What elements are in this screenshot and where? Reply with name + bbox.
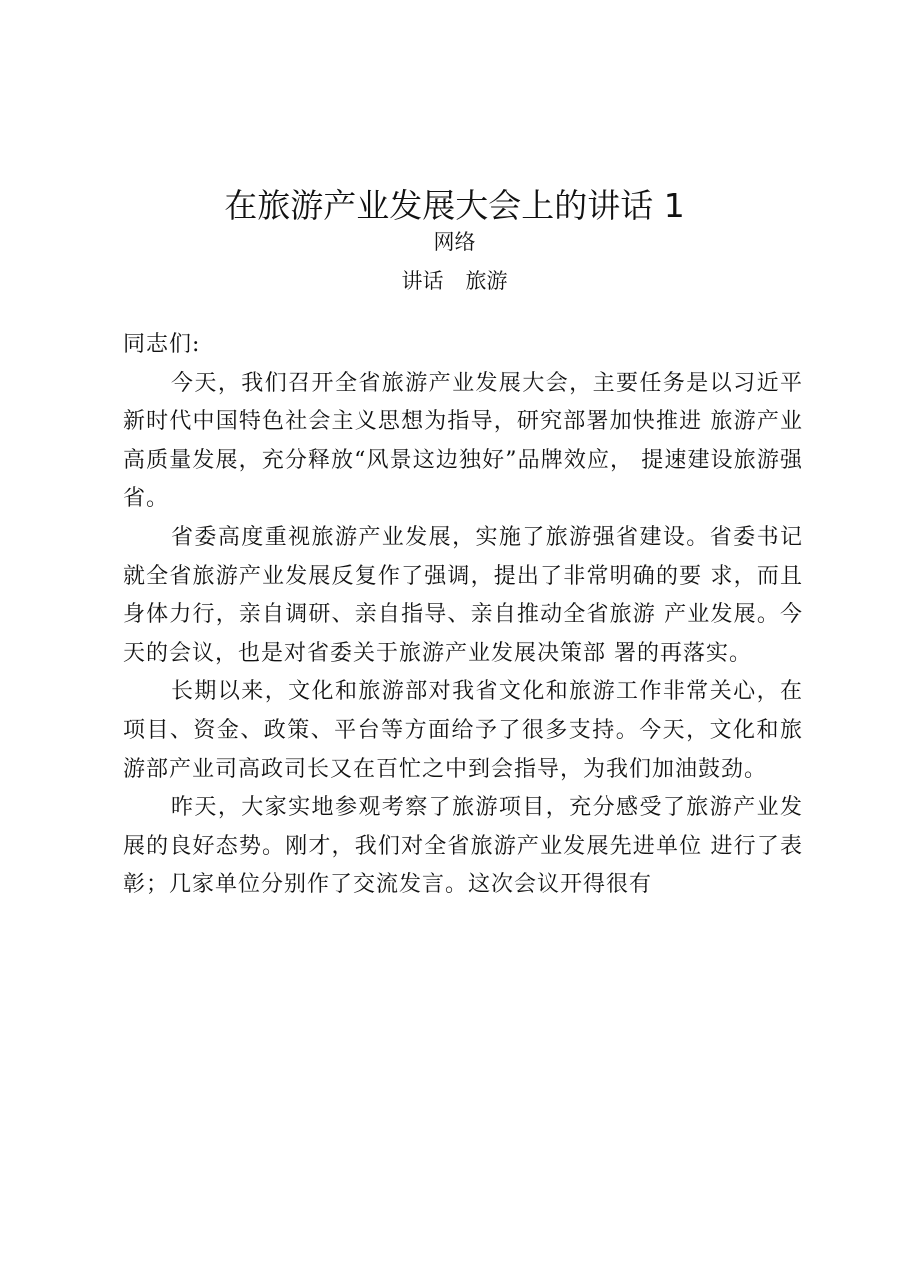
keyword: 讲话	[401, 269, 444, 293]
paragraph: 今天，我们召开全省旅游产业发展大会，主要任务是以习近平新时代中国特色社会主义思想为指导，研究部署加快推进 旅游产业高质量发展，充分释放“风景这边独好”品牌效应， 提速建设旅游强省。	[123, 370, 803, 512]
document-body	[123, 326, 803, 905]
keyword: 旅游	[465, 269, 508, 293]
document-author: 网络	[433, 230, 476, 254]
document-title: 在旅游产业发展大会上的讲话 1	[224, 186, 685, 225]
document-keywords	[0, 267, 909, 295]
paragraph: 昨天，大家实地参观考察了旅游项目，充分感受了旅游产业发展的良好态势。刚才，我们对全省旅游产业发展先进单位 进行了表彰；几家单位分别作了交流发言。这次会议开得很有	[123, 795, 803, 898]
salutation: 同志们:	[123, 332, 201, 357]
paragraph: 长期以来，文化和旅游部对我省文化和旅游工作非常关心，在项目、资金、政策、平台等方面给予了很多支持。今天，文化和旅游部产业司高政司长又在百忙之中到会指导，为我们加油鼓劲。	[123, 679, 803, 782]
paragraph: 省委高度重视旅游产业发展，实施了旅游强省建设。省委书记就全省旅游产业发展反复作了强调，提出了非常明确的要 求，而且身体力行，亲自调研、亲自指导、亲自推动全省旅游 产业发展。今天的会议，也是对省委关于旅游产业发展决策部 署的再落实。	[123, 524, 803, 666]
